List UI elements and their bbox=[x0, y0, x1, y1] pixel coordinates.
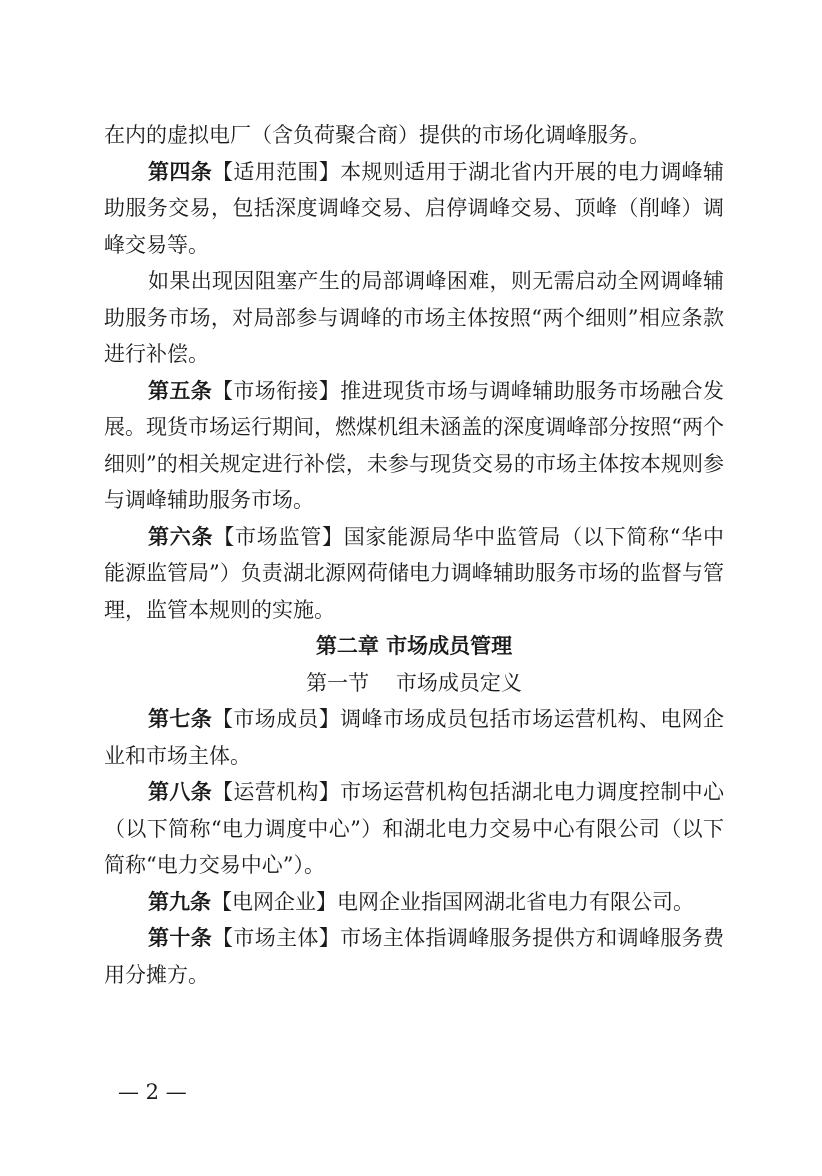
article-text: 调峰市场成员包括市场运营机构、电网企业和市场主体。 bbox=[104, 707, 725, 768]
article-text: 电网企业指国网湖北省电力有限公司。 bbox=[337, 889, 694, 914]
article-label: 第十条 bbox=[148, 926, 213, 950]
article-label: 第六条 bbox=[148, 524, 214, 549]
article-title: 【市场成员】 bbox=[212, 707, 341, 731]
article-text: 国家能源局华中监管局（以下简称“华中能源监管局”）负责湖北源网荷储电力调峰辅助服务市场的监督与管理，监管本规则的实施。 bbox=[104, 524, 725, 622]
article-6 bbox=[104, 519, 724, 629]
article-text: 如果出现因阻塞产生的局部调峰困难，则无需启动全网调峰辅助服务市场，对局部参与调峰的市场主体按照“两个细则”相应条款进行补偿。 bbox=[104, 269, 724, 366]
article-5 bbox=[104, 373, 724, 519]
article-10 bbox=[104, 920, 724, 993]
section-title: 第一节 市场成员定义 bbox=[306, 670, 522, 695]
article-title: 【适用范围】 bbox=[212, 159, 341, 184]
article-text: 推进现货市场与调峰辅助服务市场融合发展。现货市场运行期间，燃煤机组未涵盖的深度调峰部分按照“两个细则”的相关规定进行补偿，未参与现货交易的市场主体按本规则参与调峰辅助服务市场。 bbox=[104, 378, 725, 512]
article-title: 【运营机构】 bbox=[212, 780, 341, 804]
chapter-title: 第二章 市场成员管理 bbox=[315, 634, 513, 658]
article-text: 本规则适用于湖北省内开展的电力调峰辅助服务交易，包括深度调峰交易、启停调峰交易、顶峰（削峰）调峰交易等。 bbox=[104, 159, 725, 257]
article-label: 第八条 bbox=[148, 780, 213, 804]
article-text: 市场主体指调峰服务提供方和调峰服务费用分摊方。 bbox=[104, 926, 725, 987]
page-number: — 2 — bbox=[118, 1080, 187, 1104]
article-label: 第九条 bbox=[148, 889, 211, 914]
article-label: 第五条 bbox=[148, 378, 213, 403]
article-title: 【市场主体】 bbox=[212, 926, 341, 950]
article-9 bbox=[104, 884, 724, 921]
article-label: 第四条 bbox=[148, 159, 213, 184]
article-4-paragraph-2 bbox=[104, 263, 724, 373]
article-title: 【市场监管】 bbox=[213, 524, 344, 549]
article-title: 【市场衔接】 bbox=[212, 378, 341, 403]
article-text: 市场运营机构包括湖北电力调度控制中心（以下简称“电力调度中心”）和湖北电力交易中心有限公司（以下简称“电力交易中心”）。 bbox=[104, 780, 725, 877]
article-label: 第七条 bbox=[148, 707, 213, 731]
article-7 bbox=[104, 701, 724, 774]
article-title: 【电网企业】 bbox=[211, 889, 337, 914]
article-4 bbox=[104, 154, 724, 264]
article-8 bbox=[104, 774, 724, 884]
document-body bbox=[104, 117, 724, 993]
intro-paragraph: 在内的虚拟电厂（含负荷聚合商）提供的市场化调峰服务。 bbox=[104, 123, 650, 147]
